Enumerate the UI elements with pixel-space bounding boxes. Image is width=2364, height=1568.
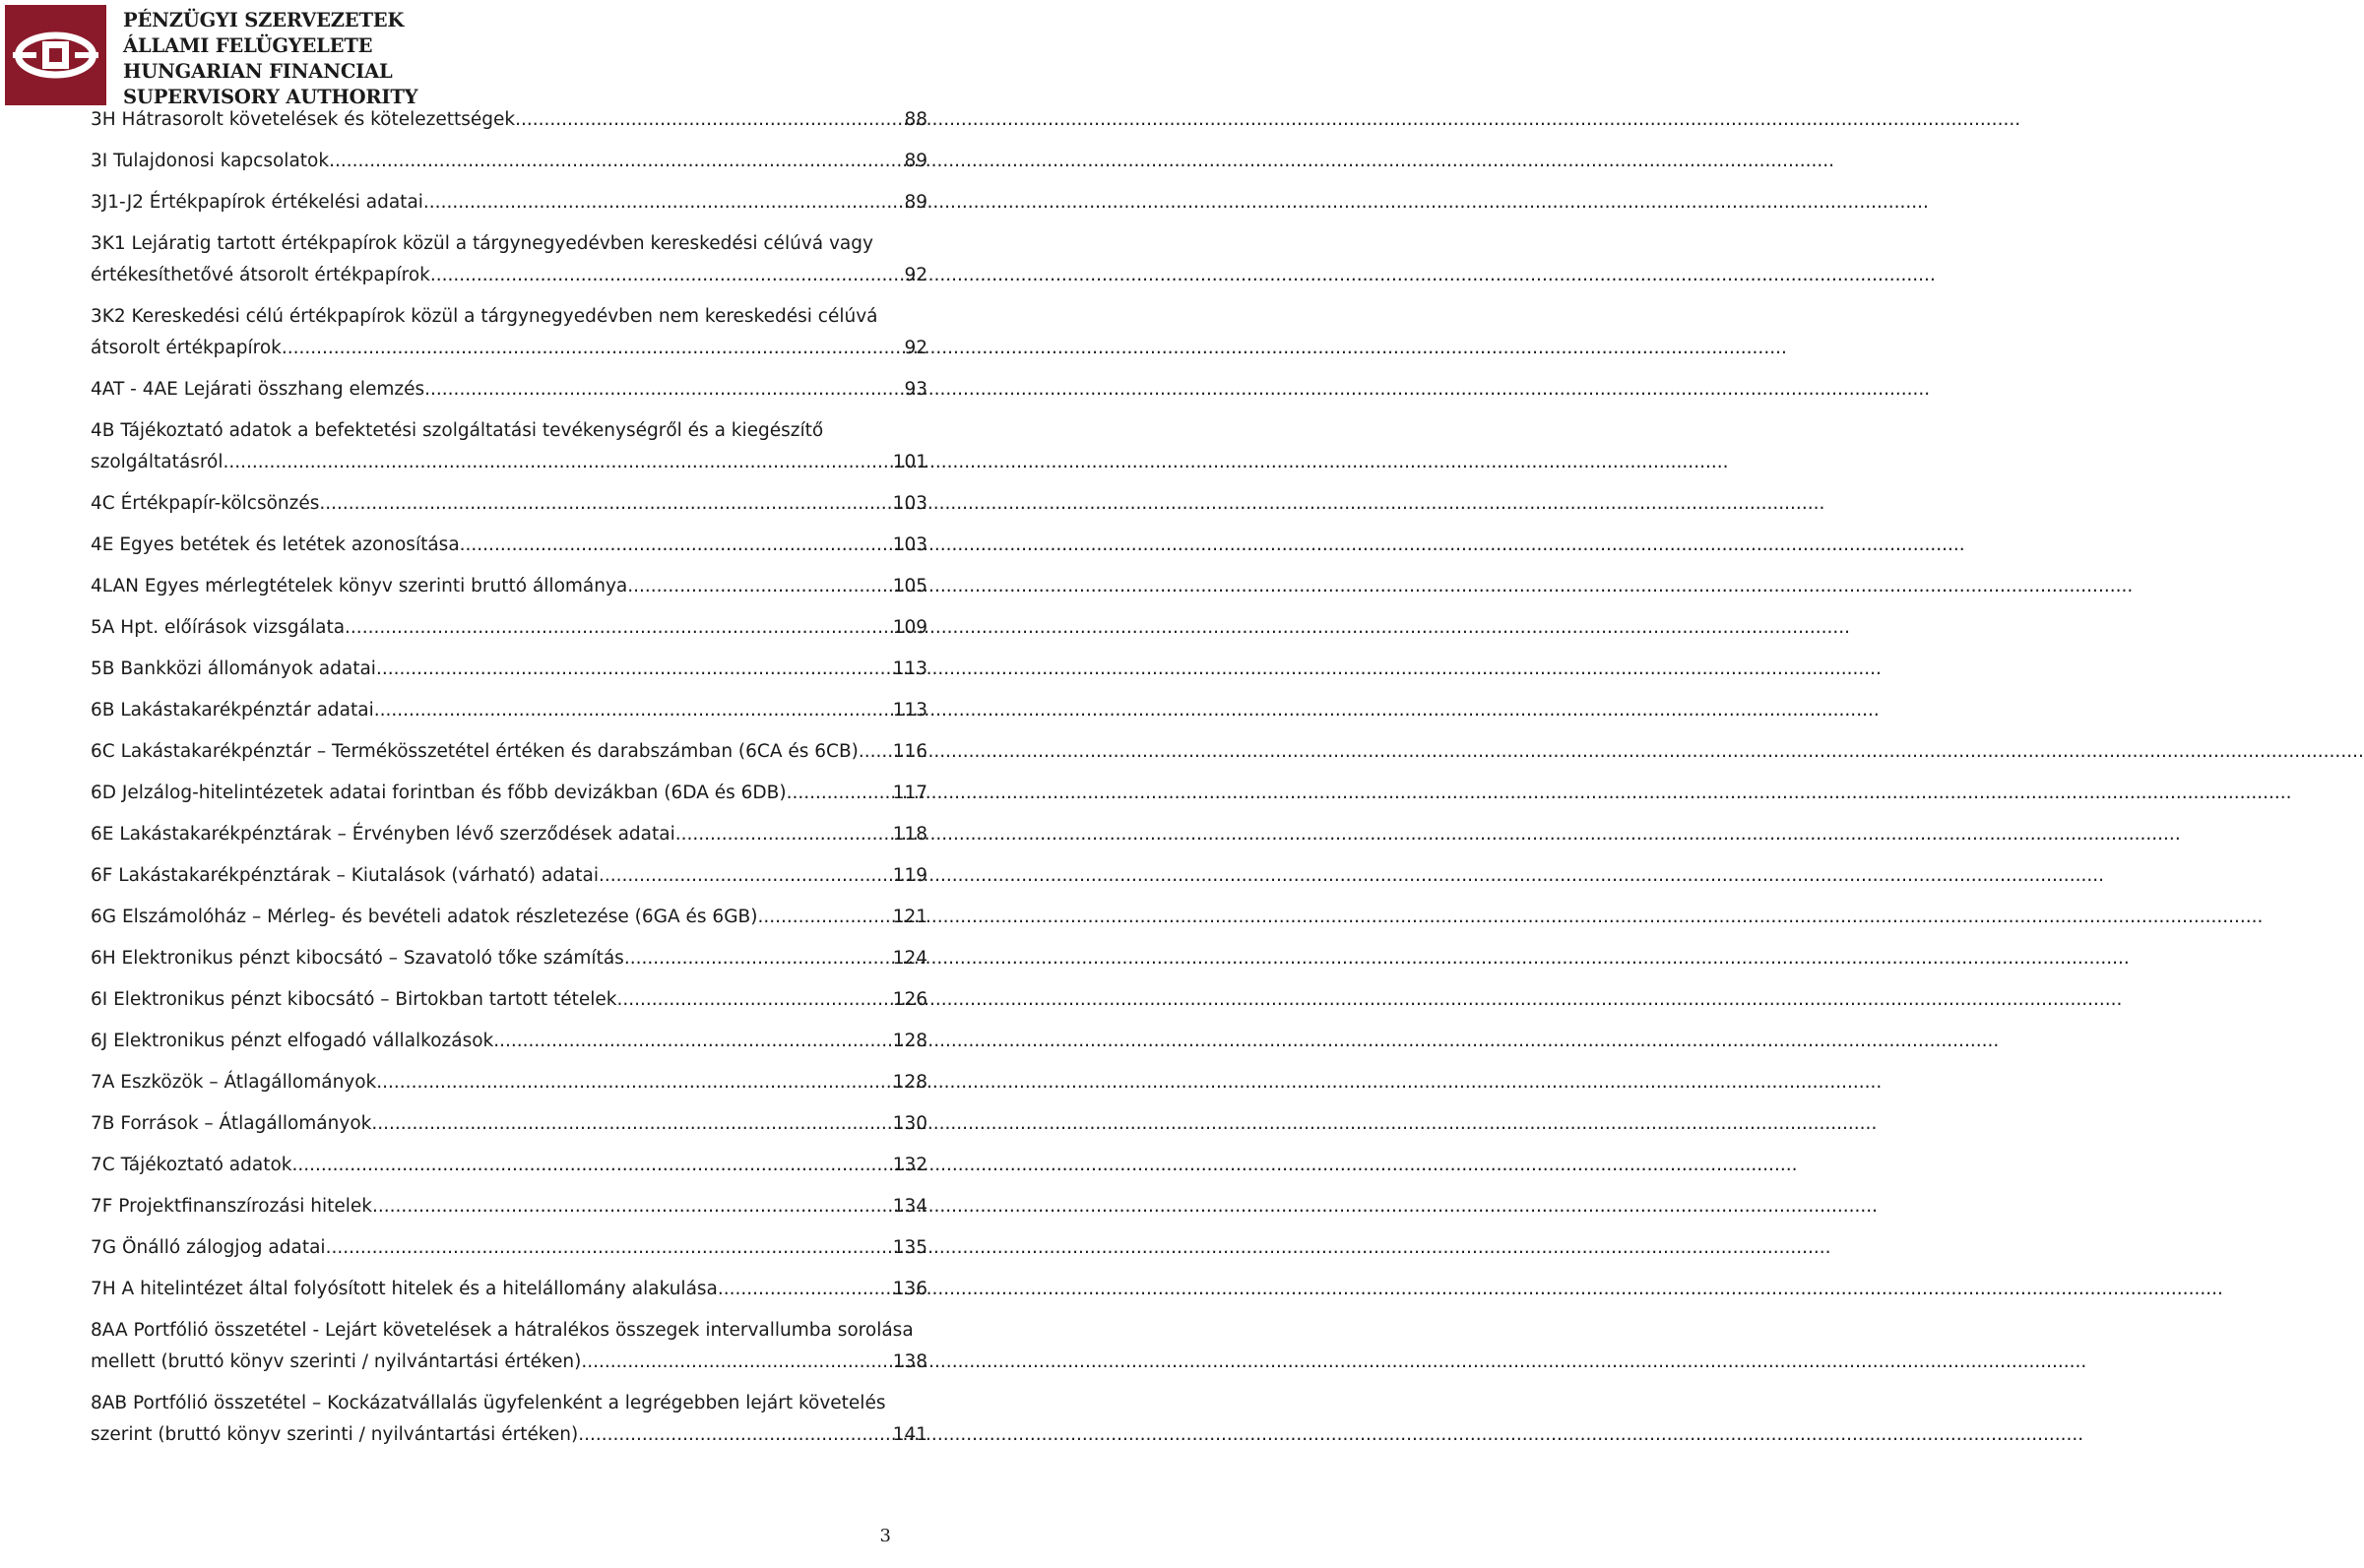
toc-entry-line — [91, 984, 927, 1016]
toc-entry-title-line: 8AA Portfólió összetétel - Lejárt követelések a hátralékos összegek intervallumba sorolása — [91, 1320, 914, 1341]
toc-entry-title: 4LAN Egyes mérlegtételek könyv szerinti bruttó állománya — [91, 576, 628, 596]
toc-entry-title: 5A Hpt. előírások vizsgálata — [91, 617, 346, 638]
toc-entry-line — [91, 778, 927, 809]
toc-page-number: 103 — [892, 493, 927, 514]
toc-entry-title-line: 3K2 Kereskedési célú értékpapírok közül a tárgynegyedévben nem kereskedési célúvá — [91, 306, 878, 327]
toc-entry-line — [91, 612, 927, 644]
toc-dot-leader — [430, 260, 905, 291]
toc-entry-title: szolgáltatásról — [91, 452, 224, 472]
toc-page-number: 105 — [892, 576, 927, 596]
toc-entry-line — [91, 1419, 927, 1451]
toc-entry-title: 7C Tájékoztató adatok — [91, 1155, 292, 1175]
toc-entry-line — [91, 1191, 927, 1223]
toc-page-number: 134 — [892, 1196, 927, 1217]
toc-entry-title: 7A Eszközök – Átlagállományok — [91, 1072, 377, 1093]
toc-entry[interactable] — [91, 860, 927, 892]
page-number: 3 — [879, 1526, 891, 1546]
toc-dot-leader — [757, 902, 892, 933]
toc-dot-leader — [581, 1347, 892, 1378]
toc-dot-leader — [627, 571, 892, 602]
toc-page-number: 92 — [904, 338, 927, 358]
toc-dot-leader — [371, 1108, 892, 1140]
toc-page-number: 138 — [892, 1351, 927, 1372]
toc-dot-leader — [515, 104, 904, 136]
toc-dot-leader — [787, 778, 893, 809]
toc-dot-leader — [345, 612, 893, 644]
toc-dot-leader — [675, 819, 893, 850]
toc-entry-title: 7F Projektfinanszírozási hitelek — [91, 1196, 373, 1217]
toc-page-number: 113 — [892, 700, 927, 721]
toc-entry-line — [91, 146, 927, 177]
toc-dot-leader — [424, 374, 904, 406]
toc-page-number: 101 — [892, 452, 927, 472]
toc-entry[interactable] — [91, 654, 927, 685]
toc-entry-title: 4E Egyes betétek és letétek azonosítása — [91, 534, 460, 555]
toc-entry[interactable] — [91, 301, 927, 364]
toc-entry-title: 4AT - 4AE Lejárati összhang elemzés — [91, 379, 425, 400]
toc-entry[interactable] — [91, 415, 927, 478]
org-line: ÁLLAMI FELÜGYELETE — [123, 34, 373, 57]
toc-page-number: 88 — [904, 109, 927, 130]
toc-page-number: 128 — [892, 1031, 927, 1051]
toc-entry-line — [91, 530, 927, 561]
toc-dot-leader — [423, 187, 905, 219]
toc-entry[interactable] — [91, 1067, 927, 1098]
organization-name — [123, 8, 417, 110]
toc-dot-leader — [376, 1067, 892, 1098]
toc-entry[interactable] — [91, 1191, 927, 1223]
toc-entry[interactable] — [91, 1232, 927, 1264]
toc-page-number: 118 — [892, 824, 927, 845]
toc-page-number: 132 — [892, 1155, 927, 1175]
toc-entry-line — [91, 1232, 927, 1264]
toc-page-number: 135 — [892, 1237, 927, 1258]
toc-entry[interactable] — [91, 819, 927, 850]
toc-entry-title: mellett (bruttó könyv szerinti / nyilvántartási értéken) — [91, 1351, 582, 1372]
toc-page-number: 136 — [892, 1279, 927, 1299]
toc-dot-leader — [493, 1026, 892, 1057]
toc-page-number: 109 — [892, 617, 927, 638]
toc-dot-leader — [578, 1419, 892, 1451]
toc-entry-line — [91, 260, 927, 291]
toc-entry[interactable] — [91, 1315, 927, 1378]
org-line: HUNGARIAN FINANCIAL — [123, 60, 393, 83]
toc-page-number: 89 — [904, 192, 927, 213]
psz-af-logo-icon — [5, 5, 106, 105]
toc-entry[interactable] — [91, 187, 927, 219]
toc-dot-leader — [372, 1191, 893, 1223]
toc-entry-line — [91, 736, 927, 768]
toc-entry-title: 3I Tulajdonosi kapcsolatok — [91, 151, 330, 171]
toc-page-number: 130 — [892, 1113, 927, 1134]
toc-entry-line — [91, 860, 927, 892]
toc-entry[interactable] — [91, 1108, 927, 1140]
toc-page-number: 116 — [892, 741, 927, 762]
toc-entry-line — [91, 1067, 927, 1098]
toc-entry-line — [91, 187, 927, 219]
toc-entry-title: 7H A hitelintézet által folyósított hitelek és a hitelállomány alakulása — [91, 1279, 718, 1299]
toc-entry-title: 6J Elektronikus pénzt elfogadó vállalkozások — [91, 1031, 494, 1051]
toc-entry[interactable] — [91, 902, 927, 933]
toc-entry[interactable] — [91, 374, 927, 406]
toc-entry-title: 6E Lakástakarékpénztárak – Érvényben lévő szerződések adatai — [91, 824, 675, 845]
toc-entry[interactable] — [91, 571, 927, 602]
toc-dot-leader — [374, 695, 893, 726]
toc-entry[interactable] — [91, 778, 927, 809]
toc-entry-title: szerint (bruttó könyv szerinti / nyilvántartási értéken) — [91, 1424, 579, 1445]
toc-entry-title: 5B Bankközi állományok adatai — [91, 659, 376, 679]
toc-page-number: 117 — [892, 783, 927, 803]
toc-entry[interactable] — [91, 1388, 927, 1451]
table-of-contents — [91, 104, 927, 1461]
toc-entry-title-line: 8AB Portfólió összetétel – Kockázatvállalás ügyfelenként a legrégebben lejárt követelés — [91, 1393, 886, 1413]
toc-dot-leader — [599, 860, 893, 892]
toc-entry-title: 6B Lakástakarékpénztár adatai — [91, 700, 374, 721]
toc-entry-line — [91, 1150, 927, 1181]
toc-entry[interactable] — [91, 1026, 927, 1057]
toc-page-number: 93 — [904, 379, 927, 400]
toc-entry-title: 4C Értékpapír-kölcsönzés — [91, 493, 320, 514]
page-header — [5, 5, 418, 108]
toc-page-number: 113 — [892, 659, 927, 679]
toc-entry[interactable] — [91, 984, 927, 1016]
org-line: SUPERVISORY AUTHORITY — [123, 86, 418, 108]
toc-page-number: 89 — [904, 151, 927, 171]
toc-entry-title: 3J1-J2 Értékpapírok értékelési adatai — [91, 192, 423, 213]
toc-entry-line — [91, 1274, 927, 1305]
toc-entry-title-line: 3K1 Lejáratig tartott értékpapírok közül a tárgynegyedévben kereskedési célúvá vagy — [91, 233, 873, 254]
toc-entry-line — [91, 695, 927, 726]
toc-entry-title: 6H Elektronikus pénzt kibocsátó – Szavatoló tőke számítás — [91, 948, 624, 969]
toc-entry-title: 6D Jelzálog-hitelintézetek adatai forintban és főbb devizákban (6DA és 6DB) — [91, 783, 787, 803]
toc-entry-line — [91, 333, 927, 364]
toc-entry-title: 7B Források – Átlagállományok — [91, 1113, 372, 1134]
toc-dot-leader — [376, 654, 893, 685]
toc-entry-line — [91, 1026, 927, 1057]
toc-dot-leader — [282, 333, 905, 364]
toc-entry[interactable] — [91, 612, 927, 644]
toc-entry-line — [91, 104, 927, 136]
toc-entry-title-line: 4B Tájékoztató adatok a befektetési szolgáltatási tevékenységről és a kiegészítő — [91, 420, 824, 441]
toc-entry[interactable] — [91, 488, 927, 520]
toc-entry[interactable] — [91, 1274, 927, 1305]
toc-entry[interactable] — [91, 943, 927, 974]
toc-entry-line — [91, 943, 927, 974]
toc-entry-title: 6G Elszámolóház – Mérleg- és bevételi adatok részletezése (6GA és 6GB) — [91, 907, 758, 927]
toc-entry-line — [91, 488, 927, 520]
toc-page-number: 119 — [892, 865, 927, 886]
toc-page-number: 141 — [892, 1424, 927, 1445]
org-line: PÉNZÜGYI SZERVEZETEK — [123, 9, 405, 31]
toc-dot-leader — [292, 1150, 893, 1181]
toc-entry[interactable] — [91, 695, 927, 726]
toc-page-number: 124 — [892, 948, 927, 969]
toc-entry-title: 6F Lakástakarékpénztárak – Kiutalások (várható) adatai — [91, 865, 600, 886]
toc-entry-title: átsorolt értékpapírok — [91, 338, 282, 358]
toc-dot-leader — [718, 1274, 893, 1305]
toc-entry-line — [91, 1347, 927, 1378]
toc-page-number: 103 — [892, 534, 927, 555]
toc-dot-leader — [326, 1232, 893, 1264]
toc-dot-leader — [616, 984, 892, 1016]
toc-entry-line — [91, 654, 927, 685]
toc-entry-line — [91, 374, 927, 406]
toc-dot-leader — [624, 943, 893, 974]
toc-entry[interactable] — [91, 146, 927, 177]
toc-entry-line — [91, 1108, 927, 1140]
toc-entry[interactable] — [91, 1150, 927, 1181]
toc-entry-title: 3H Hátrasorolt követelések és kötelezettségek — [91, 109, 516, 130]
toc-dot-leader — [224, 447, 893, 478]
toc-entry-line — [91, 447, 927, 478]
toc-dot-leader — [329, 146, 904, 177]
toc-entry-line — [91, 571, 927, 602]
toc-page-number: 128 — [892, 1072, 927, 1093]
toc-entry-title: 6I Elektronikus pénzt kibocsátó – Birtokban tartott tételek — [91, 989, 617, 1010]
toc-entry[interactable] — [91, 104, 927, 136]
toc-page-number: 121 — [892, 907, 927, 927]
toc-dot-leader — [859, 736, 893, 768]
toc-entry-line — [91, 819, 927, 850]
toc-entry-line — [91, 902, 927, 933]
toc-entry[interactable] — [91, 736, 927, 768]
toc-entry[interactable] — [91, 228, 927, 291]
toc-entry[interactable] — [91, 530, 927, 561]
toc-dot-leader — [460, 530, 893, 561]
toc-page-number: 126 — [892, 989, 927, 1010]
toc-dot-leader — [319, 488, 892, 520]
toc-entry-title: értékesíthetővé átsorolt értékpapírok — [91, 265, 430, 285]
toc-entry-title: 6C Lakástakarékpénztár – Termékösszetétel értéken és darabszámban (6CA és 6CB) — [91, 741, 859, 762]
toc-entry-title: 7G Önálló zálogjog adatai — [91, 1237, 326, 1258]
toc-page-number: 92 — [904, 265, 927, 285]
